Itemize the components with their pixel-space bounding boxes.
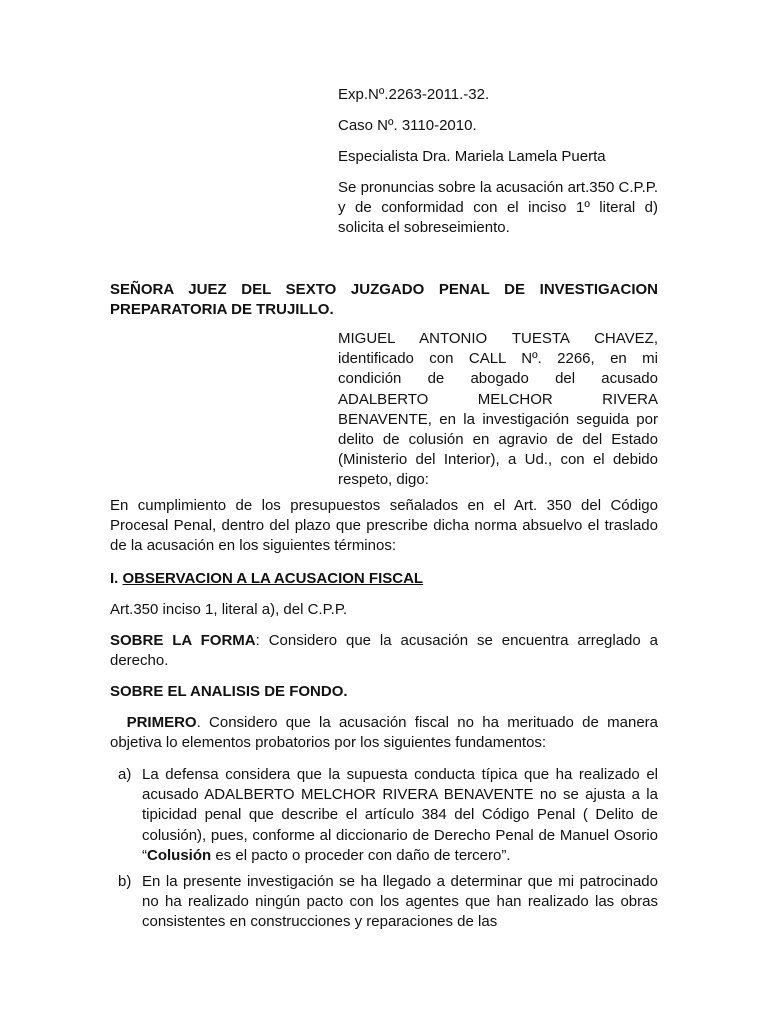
addressee-text: SEÑORA JUEZ DEL SEXTO JUZGADO PENAL DE INVESTIGACION PREPARATORIA DE TRUJILLO. <box>110 281 658 319</box>
intro-paragraph: MIGUEL ANTONIO TUESTA CHAVEZ, identificado con CALL Nº. 2266, en mi condición de abogado del acusado ADALBERTO MELCHOR RIVERA BENAVENTE, en la investigación seguida por delito de colusión en agravio de del Estado (Ministerio del Interior), a Ud., con el debido respeto, digo: <box>338 330 658 489</box>
primero-paragraph <box>110 713 658 753</box>
list-item-text: En la presente investigación se ha llegado a determinar que mi patrocinado no ha realizado ningún pacto con los agentes que han realizado las obras consistentes en construcciones y reparaciones de las <box>142 873 658 931</box>
forma-paragraph <box>110 631 658 671</box>
list-item-bold-term: Colusión <box>147 846 212 864</box>
section-title: OBSERVACION A LA ACUSACION FISCAL <box>122 570 424 587</box>
list-marker: b) <box>118 873 132 890</box>
fondo-heading-text: SOBRE EL ANALISIS DE FONDO. <box>110 683 348 700</box>
case-number: Caso Nº. 3110-2010. <box>338 117 477 134</box>
list-item-a <box>118 765 658 866</box>
section-number: I. <box>110 570 123 587</box>
forma-text: : Considero que la acusación se encuentra arreglado a derecho. <box>110 632 658 670</box>
fondo-heading <box>110 682 658 702</box>
forma-label: SOBRE LA FORMA <box>110 632 256 649</box>
section-heading <box>110 569 658 589</box>
addressee <box>110 280 658 320</box>
list-item-text-after: es el pacto o proceder con daño de tercero”. <box>211 846 511 864</box>
specialist: Especialista Dra. Mariela Lamela Puerta <box>338 148 606 165</box>
list-item-text-before: La defensa considera que la supuesta conducta típica que ha realizado el acusado ADALBERTO MELCHOR RIVERA BENAVENTE no se ajusta a la tipicidad penal que describe el artículo 384 del Código Penal ( Delito de colusión), pues, conforme al diccionario de Derecho Penal de Manuel Osorio “ <box>142 766 658 864</box>
paragraph-compliance: En cumplimiento de los presupuestos señalados en el Art. 350 del Código Procesal Penal, dentro del plazo que prescribe dicha norma absuelvo el traslado de la acusación en los siguientes términos: <box>110 497 658 555</box>
primero-label: PRIMERO <box>126 714 197 731</box>
article-reference: Art.350 inciso 1, literal a), del C.P.P. <box>110 601 348 618</box>
list-marker: a) <box>118 766 132 783</box>
summary: Se pronuncias sobre la acusación art.350 C.P.P. y de conformidad con el inciso 1º literal d) solicita el sobreseimiento. <box>338 179 658 237</box>
primero-text: . Considero que la acusación fiscal no ha merituado de manera objetiva lo elementos probatorios por los siguientes fundamentos: <box>110 714 659 752</box>
list-item-text <box>142 765 658 866</box>
expediente-number: Exp.Nº.2263-2011.-32. <box>338 86 490 103</box>
list-item-b <box>118 872 658 933</box>
